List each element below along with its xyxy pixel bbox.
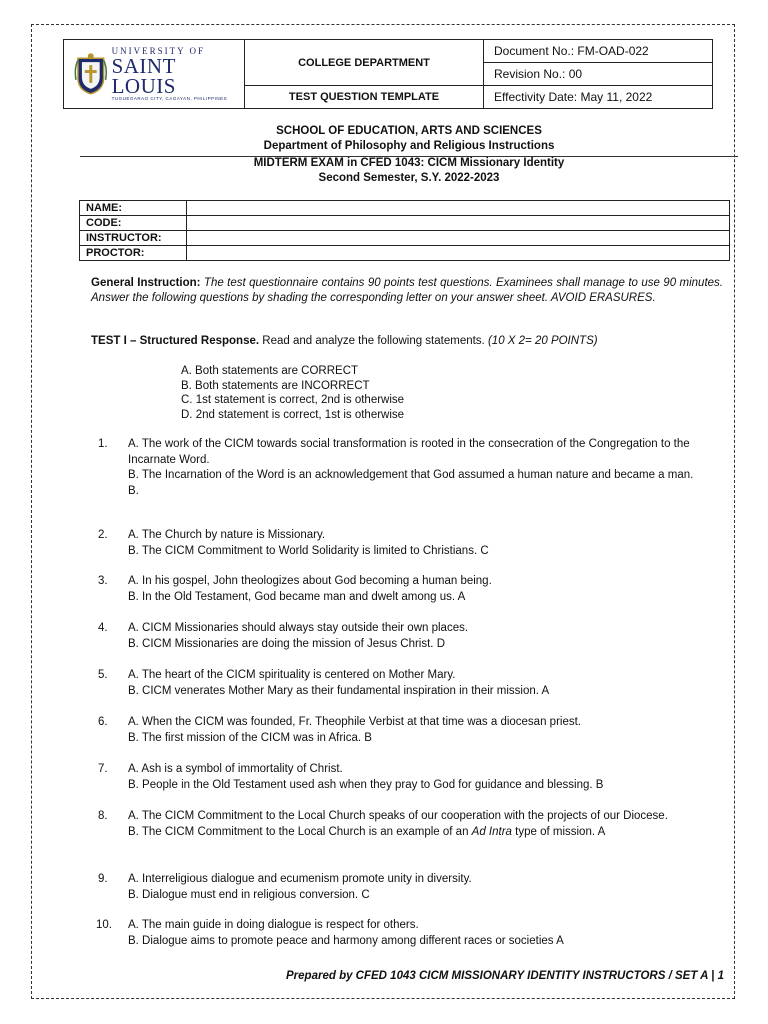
code-field[interactable] [187, 216, 730, 231]
statement-b: B. The CICM Commitment to World Solidarity is limited to Christians. C [128, 544, 489, 557]
page-footer: Prepared by CFED 1043 CICM MISSIONARY IDENTITY INSTRUCTORS / SET A | 1 [286, 970, 724, 982]
test1-instruction [91, 334, 723, 349]
question-number: 10. [96, 919, 112, 931]
proctor-label: PROCTOR: [80, 246, 187, 261]
header-template: TEST QUESTION TEMPLATE [288, 91, 440, 103]
logo-location: TUGUEGARAO CITY, CAGAYAN, PHILIPPINES [111, 96, 228, 101]
logo-saint-louis: SAINT LOUIS [111, 54, 176, 98]
statement-b: B. In the Old Testament, God became man and dwelt among us. A [128, 590, 466, 603]
statement-a: A. CICM Missionaries should always stay outside their own places. [128, 622, 469, 634]
question-number: 3. [98, 575, 108, 587]
general-instruction-text: The test questionnaire contains 90 points test questions. Examinees shall manage to use 90 minutes. Answer the following questions by shading the corresponding letter on your answer sheet. AVOID ERASURES. [91, 277, 723, 304]
question-number: 2. [98, 529, 108, 541]
question-6 [91, 715, 723, 746]
statement-b-answer: type of mission. A [511, 825, 606, 838]
statement-b [128, 825, 723, 841]
name-label: NAME: [80, 201, 187, 216]
statement-b: B. CICM Missionaries are doing the mission of Jesus Christ. D [128, 637, 445, 650]
page-border [31, 24, 735, 999]
question-8 [91, 809, 723, 840]
question-number: 1. [98, 438, 108, 450]
question-4 [91, 621, 723, 652]
instructor-field[interactable] [187, 231, 730, 246]
ad-intra-term: Ad Intra [471, 825, 512, 838]
header-department: COLLEGE DEPARTMENT [245, 40, 483, 86]
question-number: 5. [98, 669, 108, 681]
question-3 [91, 574, 723, 605]
test1-text: Read and analyze the following statements. [262, 335, 485, 347]
school-title: SCHOOL OF EDUCATION, ARTS AND SCIENCES [276, 125, 542, 137]
question-number: 9. [98, 873, 108, 885]
choice-a: A. Both statements are CORRECT [181, 365, 359, 377]
question-number: 4. [98, 622, 108, 634]
statement-a: A. The heart of the CICM spirituality is centered on Mother Mary. [128, 669, 456, 681]
statement-a: A. The main guide in doing dialogue is respect for others. [128, 919, 419, 931]
header-effectivity-date: Effectivity Date: May 11, 2022 [494, 90, 653, 104]
test1-label: TEST I – Structured Response. [91, 335, 260, 347]
statement-b: B. CICM venerates Mother Mary as their fundamental inspiration in their mission. A [128, 684, 550, 697]
exam-title: MIDTERM EXAM in CFED 1043: CICM Missionary Identity [253, 157, 565, 169]
general-instruction-label: General Instruction: [91, 277, 201, 289]
question-9 [91, 872, 723, 903]
department-title: Department of Philosophy and Religious Instructions [263, 140, 555, 152]
question-1 [91, 437, 723, 499]
question-2 [91, 528, 723, 559]
statement-a: A. Ash is a symbol of immortality of Christ. [128, 763, 343, 775]
logo-university-of: UNIVERSITY OF [111, 46, 205, 56]
answer-key: B. [128, 484, 139, 497]
choice-d: D. 2nd statement is correct, 1st is otherwise [181, 409, 405, 422]
test1-points: (10 X 2= 20 POINTS) [487, 335, 598, 347]
statement-b: B. People in the Old Testament used ash when they pray to God for guidance and blessing. B [128, 778, 604, 791]
statement-a: A. The work of the CICM towards social transformation is rooted in the consecration of the Congregation to the Incarnate Word. [128, 438, 690, 466]
question-number: 6. [98, 716, 108, 728]
statement-b: B. Dialogue must end in religious conversion. C [128, 888, 370, 901]
statement-b: B. The Incarnation of the Word is an acknowledgement that God assumed a human nature and became a man. [128, 469, 694, 481]
question-number: 7. [98, 763, 108, 775]
statement-a: A. Interreligious dialogue and ecumenism promote unity in diversity. [128, 873, 472, 885]
question-number: 8. [98, 810, 108, 822]
statement-b: B. Dialogue aims to promote peace and harmony among different races or societies A [128, 934, 564, 947]
document-header [63, 39, 713, 109]
statement-a: A. In his gospel, John theologizes about God becoming a human being. [128, 575, 492, 587]
choice-c: C. 1st statement is correct, 2nd is otherwise [181, 394, 405, 407]
question-5 [91, 668, 723, 699]
university-seal-icon [74, 52, 108, 96]
statement-b-text: B. The CICM Commitment to the Local Church is an example of an [128, 825, 472, 838]
question-10 [91, 918, 723, 949]
university-logo [64, 40, 245, 108]
header-document-no: Document No.: FM-OAD-022 [484, 40, 712, 63]
statement-a: A. The Church by nature is Missionary. [128, 529, 326, 541]
general-instruction [91, 276, 723, 306]
choice-b: B. Both statements are INCORRECT [181, 379, 370, 392]
header-revision-no: Revision No.: 00 [484, 63, 712, 86]
proctor-field[interactable] [187, 246, 730, 261]
statement-a: A. The CICM Commitment to the Local Church speaks of our cooperation with the projects of our Diocese. [128, 810, 668, 822]
instructor-label: INSTRUCTOR: [80, 231, 187, 246]
statement-a: A. When the CICM was founded, Fr. Theophile Verbist at that time was a diocesan priest. [128, 716, 581, 728]
code-label: CODE: [80, 216, 187, 231]
semester-title: Second Semester, S.Y. 2022-2023 [318, 172, 500, 184]
statement-b: B. The first mission of the CICM was in Africa. B [128, 731, 372, 744]
name-field[interactable] [187, 201, 730, 216]
answer-choices [181, 364, 404, 423]
question-7 [91, 762, 723, 793]
student-info-table [79, 200, 730, 261]
